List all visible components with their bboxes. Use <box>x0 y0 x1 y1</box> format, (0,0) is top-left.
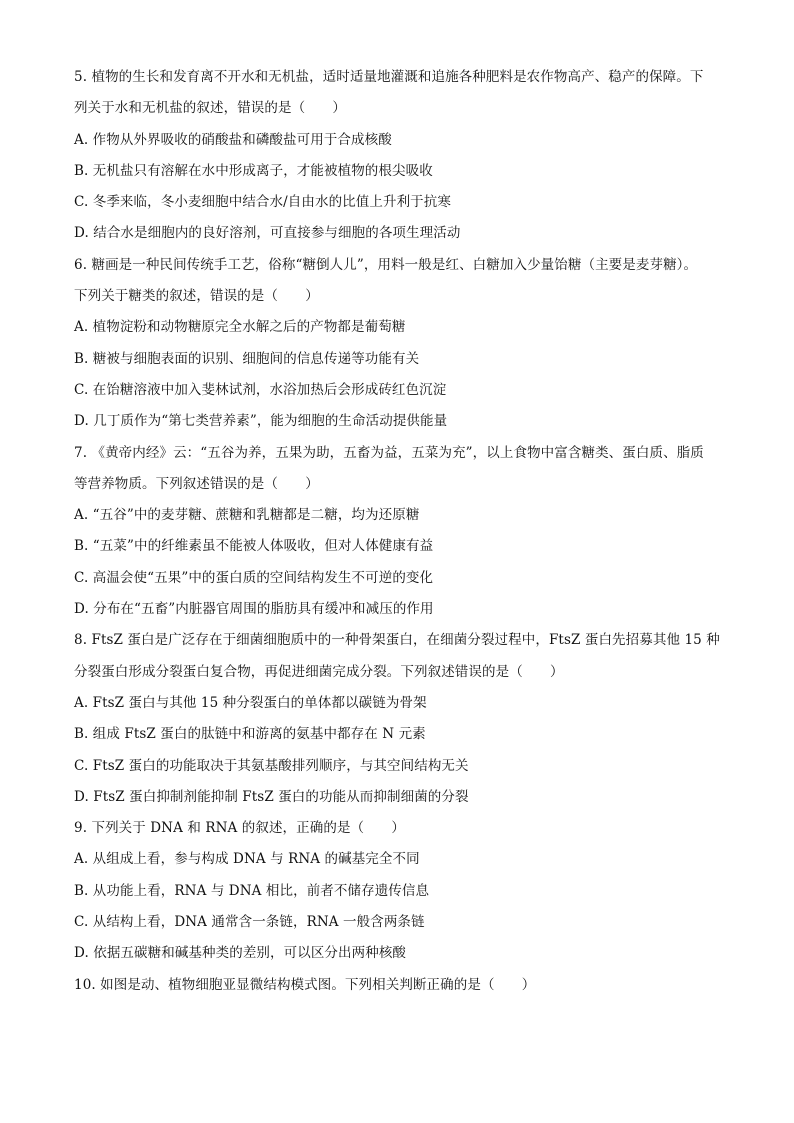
question-7-option-b: B. “五菜”中的纤维素虽不能被人体吸收，但对人体健康有益 <box>74 538 434 555</box>
question-8-option-a: A. FtsZ 蛋白与其他 15 种分裂蛋白的单体都以碳链为骨架 <box>74 694 427 711</box>
question-5 <box>74 62 724 250</box>
question-6-option-d: D. 几丁质作为“第七类营养素”，能为细胞的生命活动提供能量 <box>74 413 448 430</box>
question-5-option-c: C. 冬季来临，冬小麦细胞中结合水/自由水的比值上升利于抗寒 <box>74 194 451 211</box>
question-7-stem-line-1: 7. 《黄帝内经》云：“五谷为养，五果为助，五畜为益，五菜为充”，以上食物中富含糖类、蛋白质、脂质 <box>74 444 704 461</box>
question-7-stem-line-2: 等营养物质。下列叙述错误的是（ ） <box>74 475 319 492</box>
question-8-option-d: D. FtsZ 蛋白抑制剂能抑制 FtsZ 蛋白的功能从而抑制细菌的分裂 <box>74 788 469 805</box>
question-8-option-b: B. 组成 FtsZ 蛋白的肽链中和游离的氨基中都存在 N 元素 <box>74 726 426 743</box>
question-5-option-a: A. 作物从外界吸收的硝酸盐和磷酸盐可用于合成核酸 <box>74 131 392 148</box>
question-9-stem-line-1: 9. 下列关于 DNA 和 RNA 的叙述，正确的是（ ） <box>74 820 405 837</box>
question-6 <box>74 250 724 438</box>
question-7 <box>74 438 724 626</box>
question-8-stem-line-1: 8. FtsZ 蛋白是广泛存在于细菌细胞质中的一种骨架蛋白，在细菌分裂过程中，FtsZ 蛋白先招募其他 15 种 <box>74 632 720 649</box>
question-5-stem-line-2: 列关于水和无机盐的叙述，错误的是（ ） <box>74 100 346 117</box>
question-6-stem-line-2: 下列关于糖类的叙述，错误的是（ ） <box>74 288 319 305</box>
question-7-option-a: A. “五谷”中的麦芽糖、蔗糖和乳糖都是二糖，均为还原糖 <box>74 507 420 524</box>
question-10-stem-line-1: 10. 如图是动、植物细胞亚显微结构模式图。下列相关判断正确的是（ ） <box>74 976 536 993</box>
question-9-option-c: C. 从结构上看，DNA 通常含一条链，RNA 一般含两条链 <box>74 914 425 931</box>
question-7-option-d: D. 分布在“五畜”内脏器官周围的脂肪具有缓冲和减压的作用 <box>74 601 434 618</box>
question-6-option-c: C. 在饴糖溶液中加入斐林试剂，水浴加热后会形成砖红色沉淀 <box>74 381 447 398</box>
question-6-option-a: A. 植物淀粉和动物糖原完全水解之后的产物都是葡萄糖 <box>74 319 406 336</box>
question-9-option-d: D. 依据五碳糖和碱基种类的差别，可以区分出两种核酸 <box>74 945 407 962</box>
question-5-stem-line-1: 5. 植物的生长和发育离不开水和无机盐，适时适量地灌溉和追施各种肥料是农作物高产、稳产的保障。下 <box>74 69 704 85</box>
question-9-option-a: A. 从组成上看，参与构成 DNA 与 RNA 的碱基完全不同 <box>74 851 420 868</box>
question-5-option-b: B. 无机盐只有溶解在水中形成离子，才能被植物的根尖吸收 <box>74 162 433 179</box>
question-8 <box>74 625 724 813</box>
question-9-option-b: B. 从功能上看，RNA 与 DNA 相比，前者不储存遗传信息 <box>74 882 430 899</box>
exam-page <box>74 62 724 1001</box>
question-7-option-c: C. 高温会使“五果”中的蛋白质的空间结构发生不可逆的变化 <box>74 569 434 586</box>
question-6-option-b: B. 糖被与细胞表面的识别、细胞间的信息传递等功能有关 <box>74 350 420 367</box>
question-8-stem-line-2: 分裂蛋白形成分裂蛋白复合物，再促进细菌完成分裂。下列叙述错误的是（ ） <box>74 663 564 680</box>
question-6-stem-line-1: 6. 糖画是一种民间传统手工艺，俗称“糖倒人儿”，用料一般是红、白糖加入少量饴糖（主要是麦芽糖）。 <box>74 256 698 273</box>
question-9 <box>74 813 724 969</box>
question-5-option-d: D. 结合水是细胞内的良好溶剂，可直接参与细胞的各项生理活动 <box>74 225 461 242</box>
question-10 <box>74 970 724 1001</box>
question-8-option-c: C. FtsZ 蛋白的功能取决于其氨基酸排列顺序，与其空间结构无关 <box>74 757 469 774</box>
